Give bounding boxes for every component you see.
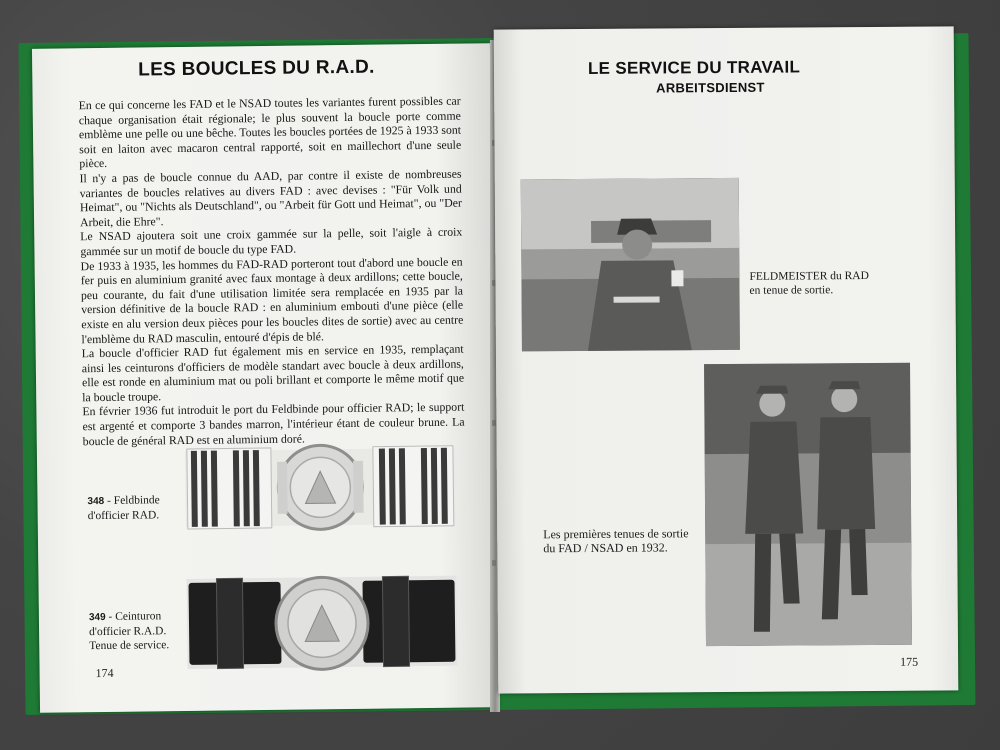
caption-349-number: 349 (88, 611, 106, 624)
feldmeister-caption: FELDMEISTER du RAD en tenue de sortie. (749, 270, 869, 297)
caption-349-text: - Ceinturon d'officier R.A.D. Tenue de service. (89, 610, 170, 653)
fad-nsad-caption: Les premières tenues de sortie du FAD / NSAD en 1932. (543, 526, 689, 556)
paragraph-1: En ce qui concerne les FAD et le NSAD toutes les variantes furent possibles car chaque organisation était régionale; le plus souvent la boucle porte comme emblème une pelle ou une bêche. Toutes les boucles portées de 1925 à 1933 sont soit en laiton avec macaron central rapporté, soit en maillechort d'une seule pièce. (78, 93, 462, 171)
ceinturon-belt-photo (186, 572, 457, 673)
paragraph-3: Le NSAD ajoutera soit une croix gammée sur la pelle, soit l'aigle à croix gammée sur un motif de boucle du type FAD. (80, 224, 463, 259)
binding-stitch (492, 560, 496, 566)
left-page (32, 43, 498, 713)
right-page-subtitle: ARBEITSDIENST (656, 79, 765, 96)
paragraph-6: En février 1936 fut introduit le port du Feldbinde pour officier RAD; le support est argenté et comporte 3 bandes marron, l'intérieur étant de couleur brune. La boucle de général RAD est en aluminium doré. (82, 400, 465, 448)
paragraph-5: La boucle d'officier RAD fut également mis en service en 1935, remplaçant ainsi les ceinturons d'officiers de modèle standart avec boucle à deux ardillons, elle est ronde en aluminium mat ou poli brillant et comporte le même motif que la boucle troupe. (81, 341, 465, 405)
feldbinde-stripes-left (187, 448, 272, 529)
binding-stitch (492, 420, 496, 426)
feldmeister-photo (521, 178, 740, 352)
caption-348 (87, 493, 183, 523)
caption-349 (89, 609, 190, 653)
feldbinde-stripes-right (373, 446, 454, 527)
left-page-number: 174 (95, 665, 114, 681)
caption-348-text: - Feldbinde d'officier RAD. (87, 494, 160, 523)
right-page-title: LE SERVICE DU TRAVAIL (587, 57, 801, 78)
fad-nsad-photo (704, 363, 912, 646)
left-page-body (79, 94, 465, 449)
left-page-title: LES BOUCLES DU R.A.D. (138, 56, 375, 81)
paragraph-4: De 1933 à 1935, les hommes du FAD-RAD porteront tout d'abord une boucle en fer puis en aluminium granité avec faux montage à deux ardillons; cette boucle, peu courante, du fait d'une utilisation limitée sera remplacée en 1935 par la version définitive de la boucle RAD : en aluminium embouti d'une pièce (elle existe en alu version deux pièces pour les boucles dites de sortie) avec au centre l'emblème du RAD masculin, entouré d'épis de blé. (80, 254, 464, 346)
paragraph-2: Il n'y a pas de boucle connue du AAD, par contre il existe de nombreuses variantes de boucles relatives au divers FAD : avec devises : "Für Volk und Heimat", ou "Nichts als Deutschland", ou "Arbeit für Gott und Heimat", ou "Der Arbeit, die Ehre". (79, 166, 462, 229)
right-page-number: 175 (900, 654, 919, 669)
right-page (494, 26, 959, 693)
feldbinde-belt-photo (185, 442, 456, 533)
caption-348-number: 348 (87, 495, 105, 508)
